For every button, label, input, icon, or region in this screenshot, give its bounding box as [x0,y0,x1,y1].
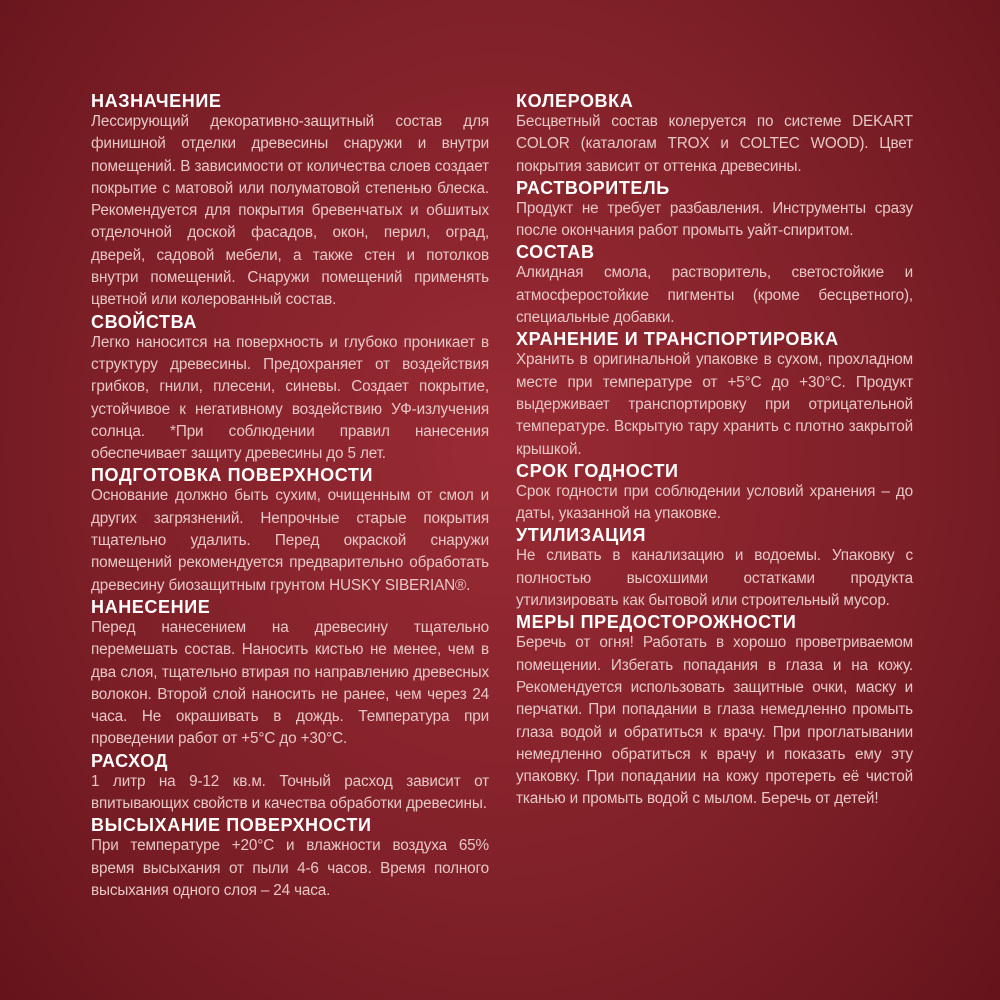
section-sostav [516,242,913,329]
section-mery [516,612,913,810]
section-title-vysyhanie: ВЫСЫХАНИЕ ПОВЕРХНОСТИ [91,815,372,836]
section-text-nanesenie: Перед нанесением на древесину тщательно перемешать состав. Наносить кистью не менее, чем в два слоя, тщательно втирая по направлению древесных волокон. Второй слой наносить не ранее, чем через 24 часа. Не окрашивать в дождь. Температура при проведении работ от +5°С до +30°С. [91,618,489,748]
section-text-mery: Беречь от огня! Работать в хорошо проветриваемом помещении. Избегать попадания в глаза и на кожу. Рекомендуется использовать защитные очки, маску и перчатки. При попадании в глаза немедленно промыть глаза водой и обратиться к врачу. При проглатывании немедленно обратиться к врачу и показать ему эту упаковку. При попадании на кожу протереть её чистой тканью и промыть водой с мылом. Беречь от детей! [516,634,913,808]
section-text-svoystva: Легко наносится на поверхность и глубоко проникает в структуру древесины. Предохраняет от воздействия грибков, гнили, плесени, синевы. Создает покрытие, устойчивое к негативному воздействию УФ-излучения солнца. *При соблюдении правил нанесения обеспечивает защиту древесины до 5 лет. [91,333,489,463]
section-vysyhanie [91,815,489,902]
section-naznachenie [91,91,489,312]
section-title-naznachenie: НАЗНАЧЕНИЕ [91,91,222,111]
section-title-nanesenie: НАНЕСЕНИЕ [91,596,211,617]
section-title-svoystva: СВОЙСТВА [91,311,197,332]
section-title-podgotovka: ПОДГОТОВКА ПОВЕРХНОСТИ [91,465,373,486]
section-title-mery: МЕРЫ ПРЕДОСТОРОЖНОСТИ [516,612,797,633]
section-rashod [91,751,489,816]
section-podgotovka [91,465,489,596]
section-text-srok: Срок годности при соблюдении условий хранения – до даты, указанной на упаковке. [516,482,913,523]
section-hranenie [516,329,913,460]
section-nanesenie [91,597,489,751]
section-title-srok: СРОК ГОДНОСТИ [516,460,679,481]
left-column [91,91,489,902]
section-title-utilizaciya: УТИЛИЗАЦИЯ [516,525,646,546]
section-text-kolerovka: Бесцветный состав колеруется по системе DEKART COLOR (каталогам TROX и COLTEC WOOD). Цвет покрытия зависит от оттенка древесины. [516,113,913,175]
section-kolerovka [516,91,913,178]
section-text-utilizaciya: Не сливать в канализацию и водоемы. Упаковку с полностью высохшими остатками продукта утилизировать как бытовой или строительный мусор. [516,547,913,610]
section-title-sostav: СОСТАВ [516,242,595,263]
section-srok [516,461,913,526]
section-utilizaciya [516,525,913,612]
section-title-kolerovka: КОЛЕРОВКА [516,91,634,111]
right-column [516,91,913,811]
section-text-podgotovka: Основание должно быть сухим, очищенным от смол и других загрязнений. Непрочные старые покрытия тщательно удалить. Перед окраской снаружи помещений рекомендуется предварительно обработать древесину биозащитным грунтом HUSKY SIBERIAN®. [91,487,489,594]
section-title-rashod: РАСХОД [91,750,169,771]
section-text-naznachenie: Лессирующий декоративно-защитный состав для финишной отделки древесины снаружи и внутри помещений. В зависимости от количества слоев создает покрытие с матовой или полуматовой степенью блеска. Рекомендуется для покрытия бревенчатых и обшитых отделочной доской фасадов, окон, перил, оград, дверей, садовой мебели, а также стен и потолков внутри помещений. Снаружи помещений применять цветной или колерованный состав. [91,113,489,309]
section-svoystva [91,312,489,466]
section-text-rastvoritel: Продукт не требует разбавления. Инструменты сразу после окончания работ промыть уайт-спиритом. [516,199,913,240]
section-rastvoritel [516,178,913,243]
section-title-hranenie: ХРАНЕНИЕ И ТРАНСПОРТИРОВКА [516,329,839,350]
section-title-rastvoritel: РАСТВОРИТЕЛЬ [516,177,670,198]
section-text-sostav: Алкидная смола, растворитель, светостойкие и атмосферостойкие пигменты (кроме бесцветного), специальные добавки. [516,264,913,327]
section-text-hranenie: Хранить в оригинальной упаковке в сухом, прохладном месте при температуре от +5°С до +30°С. Продукт выдерживает транспортировку при отрицательной температуре. Вскрытую тару хранить с плотно закрытой крышкой. [516,351,913,458]
section-text-rashod: 1 литр на 9-12 кв.м. Точный расход зависит от впитывающих свойств и качества обработки древесины. [91,772,489,813]
section-text-vysyhanie: При температуре +20°С и влажности воздуха 65% время высыхания от пыли 4-6 часов. Время полного высыхания одного слоя – 24 часа. [91,837,489,899]
